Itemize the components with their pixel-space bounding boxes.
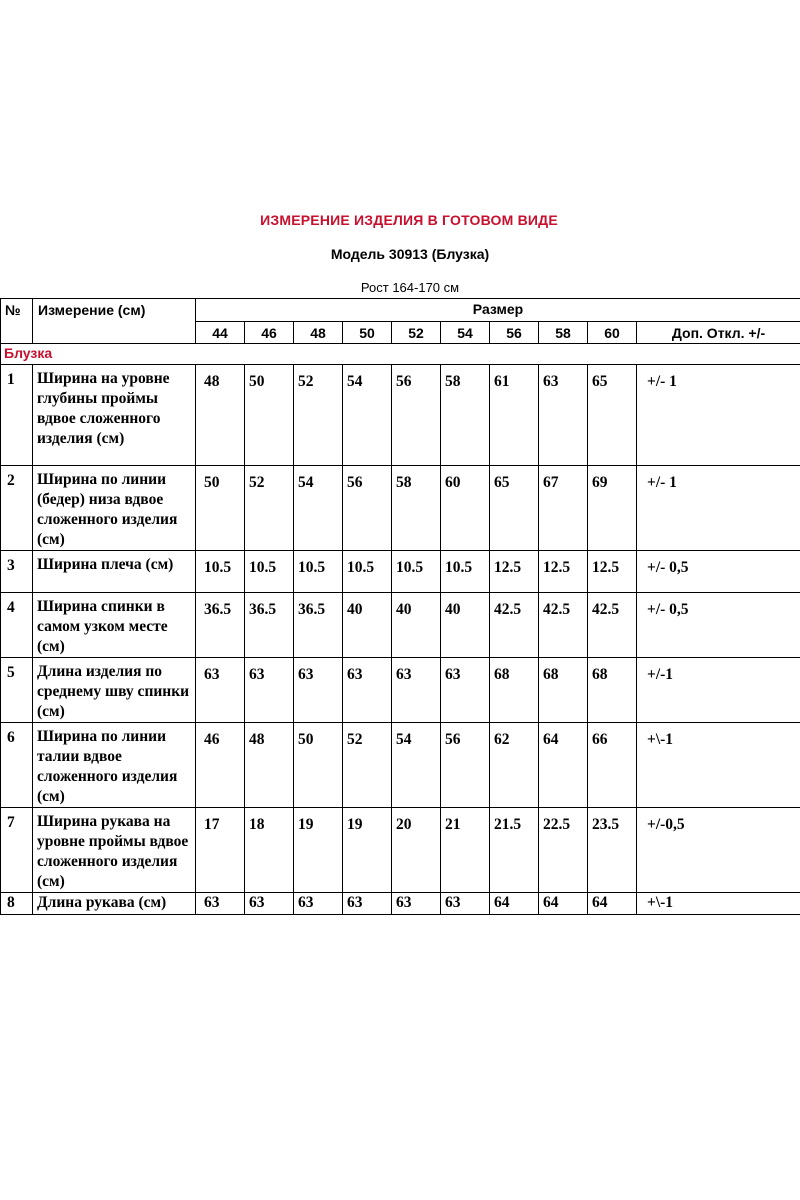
- size-value: 63: [343, 893, 392, 915]
- size-value: 65: [588, 365, 637, 466]
- size-value: 63: [441, 893, 490, 915]
- size-value: 61: [490, 365, 539, 466]
- size-value: 40: [392, 593, 441, 658]
- size-value: 64: [588, 893, 637, 915]
- row-measurement: Ширина на уровне глубины проймы вдвое сложенного изделия (см): [33, 365, 196, 466]
- size-value: 52: [343, 723, 392, 808]
- size-value: 22.5: [539, 808, 588, 893]
- row-measurement: Ширина плеча (см): [33, 551, 196, 593]
- size-value: 63: [196, 893, 245, 915]
- header-size: 60: [588, 322, 637, 344]
- size-value: 63: [343, 658, 392, 723]
- size-value: 63: [294, 893, 343, 915]
- tolerance-value: +/- 1: [637, 365, 800, 466]
- size-value: 50: [245, 365, 294, 466]
- size-value: 68: [588, 658, 637, 723]
- size-value: 42.5: [539, 593, 588, 658]
- header-size: 54: [441, 322, 490, 344]
- size-value: 10.5: [196, 551, 245, 593]
- size-chart-table: [0, 298, 800, 915]
- size-value: 42.5: [490, 593, 539, 658]
- header-size: 50: [343, 322, 392, 344]
- size-value: 12.5: [588, 551, 637, 593]
- size-value: 56: [441, 723, 490, 808]
- size-value: 10.5: [441, 551, 490, 593]
- size-value: 21: [441, 808, 490, 893]
- size-value: 52: [245, 466, 294, 551]
- row-measurement: Длина рукава (см): [33, 893, 196, 915]
- tolerance-value: +/-0,5: [637, 808, 800, 893]
- size-value: 58: [392, 466, 441, 551]
- header-size: 56: [490, 322, 539, 344]
- size-value: 54: [343, 365, 392, 466]
- size-value: 54: [392, 723, 441, 808]
- table-row: [1, 466, 800, 551]
- size-value: 23.5: [588, 808, 637, 893]
- size-value: 64: [490, 893, 539, 915]
- table-row: [1, 365, 800, 466]
- size-value: 64: [539, 893, 588, 915]
- header-size: 58: [539, 322, 588, 344]
- size-value: 42.5: [588, 593, 637, 658]
- row-measurement: Ширина по линии (бедер) низа вдвое сложенного изделия (см): [33, 466, 196, 551]
- size-value: 63: [539, 365, 588, 466]
- size-value: 12.5: [490, 551, 539, 593]
- row-number: 7: [1, 808, 33, 893]
- size-value: 63: [245, 893, 294, 915]
- row-measurement: Ширина рукава на уровне проймы вдвое сложенного изделия (см): [33, 808, 196, 893]
- row-number: 4: [1, 593, 33, 658]
- size-value: 48: [245, 723, 294, 808]
- row-number: 1: [1, 365, 33, 466]
- size-value: 36.5: [196, 593, 245, 658]
- row-number: 2: [1, 466, 33, 551]
- size-value: 36.5: [294, 593, 343, 658]
- size-value: 60: [441, 466, 490, 551]
- row-measurement: Ширина спинки в самом узком месте (см): [33, 593, 196, 658]
- row-measurement: Длина изделия по среднему шву спинки (см): [33, 658, 196, 723]
- header-size-group: Размер: [196, 299, 800, 322]
- tolerance-value: +/- 1: [637, 466, 800, 551]
- header-size: 52: [392, 322, 441, 344]
- table-row: [1, 723, 800, 808]
- size-value: 63: [441, 658, 490, 723]
- size-value: 10.5: [294, 551, 343, 593]
- size-value: 12.5: [539, 551, 588, 593]
- size-value: 63: [392, 893, 441, 915]
- size-value: 50: [294, 723, 343, 808]
- header-size: 46: [245, 322, 294, 344]
- size-value: 65: [490, 466, 539, 551]
- size-value: 69: [588, 466, 637, 551]
- document-title: ИЗМЕРЕНИЕ ИЗДЕЛИЯ В ГОТОВОМ ВИДЕ: [260, 212, 558, 228]
- header-measurement: Измерение (см): [33, 299, 196, 344]
- size-value: 66: [588, 723, 637, 808]
- table-row: [1, 808, 800, 893]
- size-value: 46: [196, 723, 245, 808]
- size-value: 10.5: [392, 551, 441, 593]
- size-value: 68: [490, 658, 539, 723]
- size-value: 21.5: [490, 808, 539, 893]
- header-size: 44: [196, 322, 245, 344]
- size-value: 40: [343, 593, 392, 658]
- size-value: 10.5: [245, 551, 294, 593]
- size-value: 40: [441, 593, 490, 658]
- model-name: Модель 30913 (Блузка): [330, 246, 490, 262]
- table-row: [1, 551, 800, 593]
- height-range: Рост 164-170 см: [360, 280, 460, 295]
- tolerance-value: +/- 0,5: [637, 551, 800, 593]
- section-label: Блузка: [1, 344, 800, 365]
- row-number: 3: [1, 551, 33, 593]
- size-value: 19: [343, 808, 392, 893]
- tolerance-value: +\-1: [637, 893, 800, 915]
- size-value: 20: [392, 808, 441, 893]
- size-value: 50: [196, 466, 245, 551]
- size-value: 19: [294, 808, 343, 893]
- size-value: 18: [245, 808, 294, 893]
- header-no: №: [1, 299, 33, 344]
- size-value: 62: [490, 723, 539, 808]
- table-row: [1, 593, 800, 658]
- size-value: 67: [539, 466, 588, 551]
- size-value: 56: [343, 466, 392, 551]
- table-row: [1, 658, 800, 723]
- size-value: 17: [196, 808, 245, 893]
- size-value: 10.5: [343, 551, 392, 593]
- size-value: 64: [539, 723, 588, 808]
- header-tolerance: Доп. Откл. +/-: [637, 322, 800, 344]
- tolerance-value: +/- 0,5: [637, 593, 800, 658]
- size-value: 63: [392, 658, 441, 723]
- size-value: 63: [196, 658, 245, 723]
- size-value: 63: [294, 658, 343, 723]
- header-size: 48: [294, 322, 343, 344]
- size-value: 63: [245, 658, 294, 723]
- size-value: 36.5: [245, 593, 294, 658]
- row-measurement: Ширина по линии талии вдвое сложенного изделия (см): [33, 723, 196, 808]
- tolerance-value: +\-1: [637, 723, 800, 808]
- size-value: 56: [392, 365, 441, 466]
- size-value: 58: [441, 365, 490, 466]
- size-value: 48: [196, 365, 245, 466]
- row-number: 8: [1, 893, 33, 915]
- size-value: 54: [294, 466, 343, 551]
- tolerance-value: +/-1: [637, 658, 800, 723]
- row-number: 6: [1, 723, 33, 808]
- size-value: 52: [294, 365, 343, 466]
- size-value: 68: [539, 658, 588, 723]
- table-row: [1, 893, 800, 915]
- row-number: 5: [1, 658, 33, 723]
